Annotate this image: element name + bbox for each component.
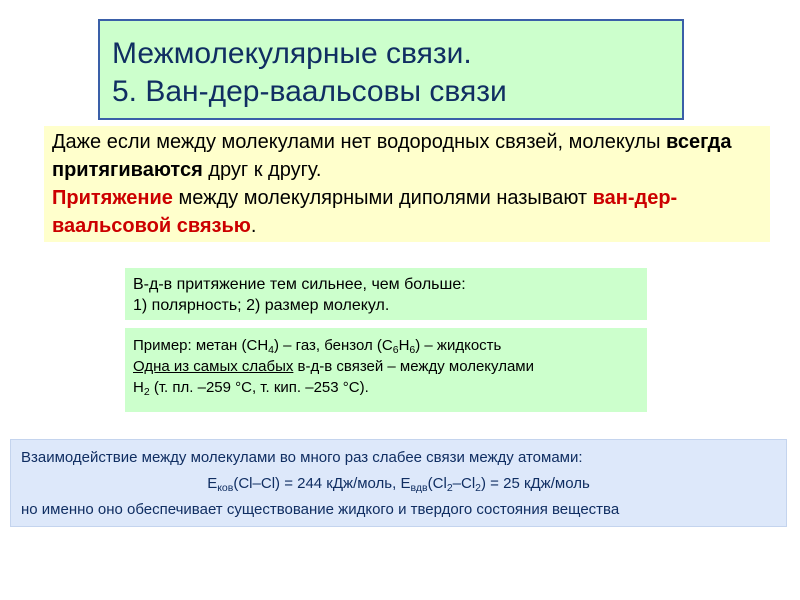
energy-vdw-text: (Cl: [427, 475, 447, 492]
example-liquid-text: ) – жидкость: [415, 337, 502, 354]
subscript: 6: [392, 344, 399, 356]
definition-text-end: друг к другу.: [202, 159, 322, 181]
example-temperatures: (т. пл. –259 °С, т. кип. –253 °С).: [149, 379, 369, 396]
factors-line-1: В-д-в притяжение тем сильнее, чем больше:: [133, 276, 466, 293]
energy-line-1: Взаимодействие между молекулами во много раз слабее связи между атомами:: [21, 449, 583, 466]
example-line-3: [133, 377, 647, 398]
definition-text: Даже если между молекулами нет водородных связей, молекулы: [52, 131, 667, 153]
example-benzene-text: ) – газ, бензол (C: [274, 337, 393, 354]
energy-vdw-text-2: –Cl: [452, 475, 476, 492]
subscript: 4: [268, 344, 274, 356]
definition-period: .: [250, 215, 257, 237]
energy-covalent-value: (Cl–Cl) = 244 кДж/моль, E: [233, 475, 411, 492]
subscript: вдв: [410, 482, 428, 494]
energy-comparison-box: [10, 439, 787, 527]
energy-vdw-value: ) = 25 кДж/моль: [481, 475, 590, 492]
definition-box: [44, 126, 770, 242]
example-line-2: [133, 356, 647, 377]
energy-line-3: но именно оно обеспечивает существование жидкого и твердого состояния вещества: [21, 501, 620, 518]
subscript: 2: [143, 386, 150, 398]
definition-red-attraction: Притяжение: [52, 187, 173, 209]
example-line-2-text: в-д-в связей – между молекулами: [293, 358, 534, 375]
title-line-1: Межмолекулярные связи.: [112, 37, 472, 70]
factors-line-2: 1) полярность; 2) размер молекул.: [133, 297, 390, 314]
example-underlined-weakest: Одна из самых слабых: [133, 358, 294, 375]
definition-bold-always-attract: всегда притягиваются: [52, 131, 732, 181]
definition-red-vdw-bond: ван-дер-ваальсовой связью: [52, 187, 678, 237]
slide-title: [98, 19, 684, 120]
subscript: 2: [475, 482, 482, 494]
example-box: [125, 328, 647, 412]
example-line-1: [133, 335, 647, 356]
subscript: 6: [409, 344, 416, 356]
energy-formula-line: [21, 471, 786, 497]
subscript: 2: [446, 482, 453, 494]
example-hydrogen: H: [133, 379, 144, 396]
title-line-2: 5. Ван-дер-ваальсовы связи: [112, 75, 507, 108]
example-h-text: H: [398, 337, 410, 354]
example-methane-text: Пример: метан (CH: [133, 337, 269, 354]
definition-text-2: между молекулярными диполями называют: [172, 187, 593, 209]
factors-box: [125, 268, 647, 320]
subscript: ков: [217, 482, 234, 494]
energy-symbol: E: [207, 475, 218, 492]
